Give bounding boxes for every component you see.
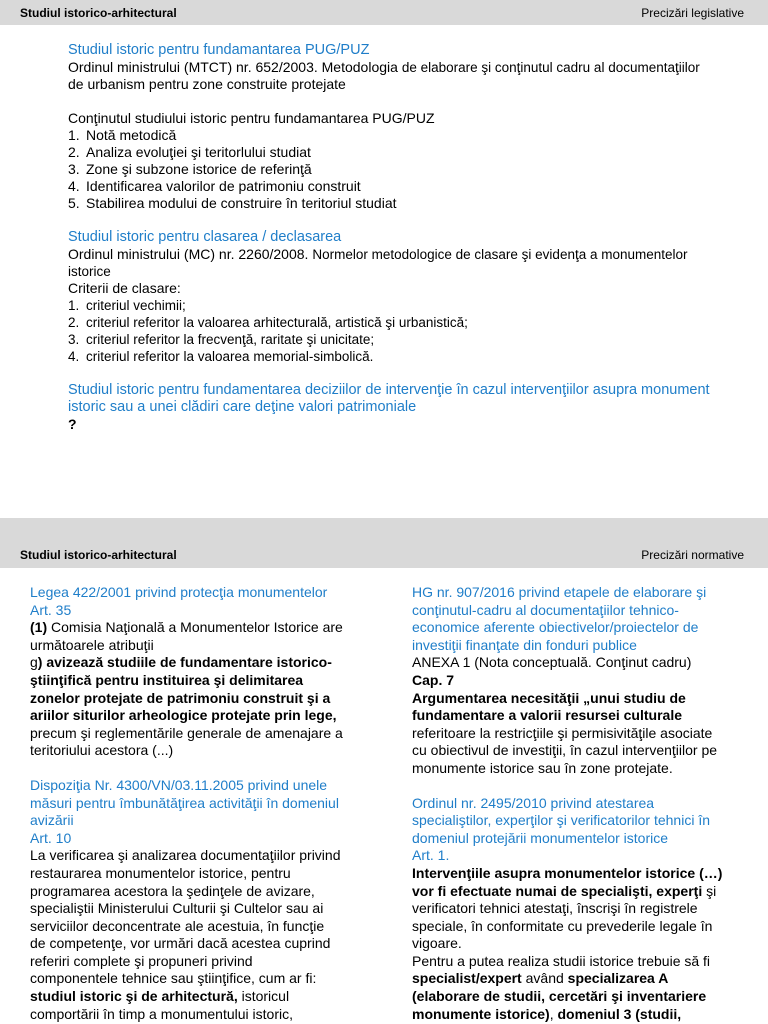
text-line: zonelor protejate de patrimoniu construit şi a <box>30 689 331 706</box>
content-title: Conţinutul studiului istoric pentru fundamantarea PUG/PUZ <box>68 110 435 126</box>
section-interventie-title-1: Studiul istoric pentru fundamentarea deciziilor de intervenţie în cazul intervenţiilor asupra monument <box>68 382 710 398</box>
text-line: specialist/expert având specializarea A <box>412 970 669 987</box>
text-line: ariilor siturilor arheologice protejate prin lege, <box>30 707 337 724</box>
slide1-body <box>68 42 748 450</box>
text-line: monumente istorice sau în zone protejate. <box>412 759 673 776</box>
annex-title: ANEXA 1 (Nota conceptuală. Conţinut cadru) <box>412 654 692 671</box>
list-item: 4. criteriul referitor la valoarea memorial-simbolică. <box>68 349 374 364</box>
disposition-title: Dispoziţia Nr. 4300/VN/03.11.2005 privind unele <box>30 776 328 793</box>
list-item: 3. Zone şi subzone istorice de referinţă <box>68 161 312 177</box>
criteria-title: Criterii de clasare: <box>68 280 181 296</box>
section-interventie <box>68 382 748 433</box>
section-pug-puz <box>68 42 748 93</box>
section-clasare <box>68 229 748 365</box>
text-line: vor fi efectuate numai de specialişti, experţi şi <box>412 882 717 899</box>
slide2-left-column <box>30 584 364 1023</box>
section-pug-puz-title: Studiul istoric pentru fundamantarea PUG/PUZ <box>68 42 370 58</box>
order-title-line2: specialiştilor, experţilor şi verificatorilor tehnici în <box>412 812 710 829</box>
order-ref: Ordinul ministrului (MTCT) nr. 652/2003. Metodologia <box>68 59 402 75</box>
slide1-header-subtitle: Precizări legislative <box>641 5 744 20</box>
list-item: 4. Identificarea valorilor de patrimoniu construit <box>68 178 361 194</box>
text-line: speciale, în conformitate cu prevederile legale în <box>412 917 713 934</box>
slide2-header-subtitle: Precizări normative <box>641 548 744 562</box>
question-mark: ? <box>68 416 77 432</box>
text-line: restaurarea monumentelor istorice, pentru <box>30 864 291 881</box>
hg-title-line4: investiţii finanţate din fonduri publice <box>412 636 637 653</box>
text-line: Argumentarea necesităţii „unui studiu de <box>412 689 686 706</box>
hg-title-line3: economice aferente obiectivelor/proiectelor de <box>412 619 699 636</box>
section-interventie-title-2: istoric sau a unei clădiri care deţine valori patrimoniale <box>68 399 417 415</box>
text-line: verificatori tehnici atestaţi, înscrişi în registrele <box>412 900 698 917</box>
list-item: 1. criteriul vechimii; <box>68 298 186 313</box>
law-paragraph-1-line2: următoarele atribuţii <box>30 636 154 653</box>
section-clasare-order: Ordinul ministrului (MC) nr. 2260/2008. Normelor metodologice de clasare şi evidenţa a monumentelor <box>68 246 688 262</box>
text-line: cu obiectivul de investiţii, în cazul intervenţiilor pe <box>412 742 718 759</box>
disposition-title-line3: avizării <box>30 812 74 829</box>
list-item: 2. criteriul referitor la valoarea arhitecturală, artistică şi urbanistică; <box>68 315 468 330</box>
section-clasare-order-line2: istorice <box>68 264 111 279</box>
section-pug-puz-order-line2: de urbanism pentru zone construite protejate <box>68 76 346 92</box>
order-title-line3: domeniul protejării monumentelor istorice <box>412 829 669 846</box>
disposition-title-line2: măsuri pentru îmbunătăţirea activităţii în domeniul <box>30 794 339 811</box>
text-line: studiul istoric şi de arhitectură, istoricul <box>30 988 290 1005</box>
order-desc: de elaborare şi conţinutul cadru al documentaţiilor <box>401 60 700 75</box>
chapter-label: Cap. 7 <box>412 671 455 688</box>
section-pug-puz-order <box>68 59 748 76</box>
text-line: referitoare la restricţiile şi permisivităţile asociate <box>412 724 713 741</box>
text-line: monumente istorice), domeniul 3 (studii, <box>412 1005 682 1022</box>
text-line: La verificarea şi analizarea documentaţiilor privind <box>30 847 341 864</box>
slide1-header <box>0 0 768 25</box>
disposition-article: Art. 10 <box>30 829 72 846</box>
text-line: Pentru a putea realiza studii istorice trebuie să fi <box>412 952 711 969</box>
text-line: referiri complete şi propuneri privind <box>30 952 253 969</box>
law-point-g: g) avizează studiile de fundamentare istorico- <box>30 654 332 671</box>
text-line: de competenţe, vor urmări dacă acestea cuprind <box>30 935 331 952</box>
list-item: 3. criteriul referitor la frecvenţă, raritate şi unicitate; <box>68 332 375 347</box>
text-line: teritoriului acestora (...) <box>30 742 174 759</box>
text-line: specialiştii Ministerului Culturii şi Cultelor sau ai <box>30 900 324 917</box>
criteria-list <box>68 297 748 365</box>
text-line: precum şi reglementările generale de amenajare a <box>30 724 343 741</box>
slide2-header-title: Studiul istorico-arhitectural <box>20 548 177 562</box>
order-title: Ordinul nr. 2495/2010 privind atestarea <box>412 794 655 811</box>
order-article: Art. 1. <box>412 847 450 864</box>
text-line: comportării în timp a monumentului istoric, <box>30 1005 293 1022</box>
list-item: 5. Stabilirea modului de construire în teritoriul studiat <box>68 195 397 211</box>
list-item: 1. Notă metodică <box>68 127 177 143</box>
content-list <box>68 127 748 212</box>
text-line: componentele tehnice sau ştiinţifice, cum ar fi: <box>30 970 317 987</box>
section-pug-puz-content <box>68 110 748 212</box>
slide1-header-title: Studiul istorico-arhitectural <box>20 5 177 20</box>
text-line: programarea acestora la şedinţele de avizare, <box>30 882 315 899</box>
hg-title-line2: conţinutul-cadru al documentaţiilor tehnico- <box>412 601 679 618</box>
text-line: ştiinţifică pentru instituirea şi delimitarea <box>30 671 304 688</box>
law-paragraph-1: (1) Comisia Naţională a Monumentelor Istorice are <box>30 619 343 636</box>
text-line: (elaborare de studii, cercetări şi inventariere <box>412 988 707 1005</box>
slide-separator <box>0 518 768 542</box>
list-item: 2. Analiza evoluţiei şi teritorlului studiat <box>68 144 311 160</box>
text-line: vigoare. <box>412 935 462 952</box>
law-title: Legea 422/2001 privind protecţia monumentelor <box>30 584 328 600</box>
law-article: Art. 35 <box>30 601 72 618</box>
slide2-header <box>0 542 768 568</box>
section-clasare-title: Studiul istoric pentru clasarea / declasarea <box>68 229 342 245</box>
slide2-right-column <box>412 584 742 1023</box>
text-line: serviciilor deconcentrate ale acestuia, în funcţie <box>30 917 325 934</box>
hg-title: HG nr. 907/2016 privind etapele de elaborare şi <box>412 584 707 600</box>
text-line: fundamentare a valorii resursei culturale <box>412 707 682 724</box>
text-line: Intervenţiile asupra monumentelor istorice (…) <box>412 864 723 881</box>
